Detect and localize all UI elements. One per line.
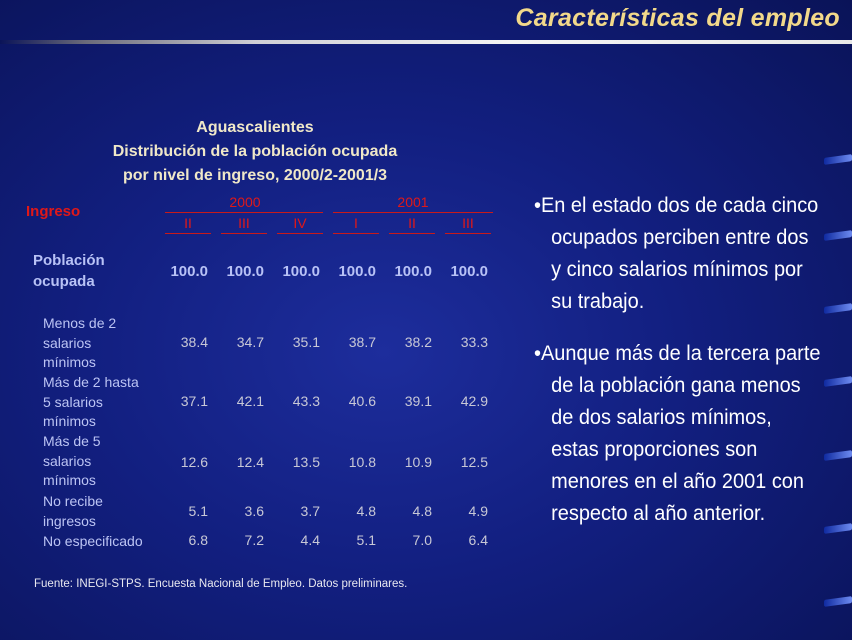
table-cell: 39.1 bbox=[404, 393, 432, 409]
table-cell: 33.3 bbox=[460, 334, 488, 350]
row-label bbox=[43, 532, 143, 552]
table-cell: 7.0 bbox=[412, 532, 432, 548]
table-cell: 37.1 bbox=[180, 393, 208, 409]
bullet-text: Aunque más de la tercera parte de la población gana menos de dos salarios mínimos, estas proporciones son menores en el año 2001 con respecto al año anterior. bbox=[540, 342, 821, 525]
bullet-list bbox=[534, 190, 839, 550]
table-cell: 40.6 bbox=[348, 393, 376, 409]
table-cell: 100.0 bbox=[226, 263, 264, 280]
table-cell: 3.7 bbox=[300, 503, 320, 519]
bullet-symbol: • bbox=[534, 342, 541, 365]
table-cell: 35.1 bbox=[292, 334, 320, 350]
poblacion-label-line: ocupada bbox=[33, 273, 95, 290]
ingreso-header: Ingreso bbox=[26, 203, 81, 220]
row-label-line: mínimos bbox=[43, 354, 96, 370]
bullet-symbol: • bbox=[534, 194, 541, 217]
table-heading-subject: Distribución de la población ocupada bbox=[112, 143, 398, 160]
table-cell: 100.0 bbox=[394, 263, 432, 280]
table-cell: 7.2 bbox=[244, 532, 264, 548]
table-cell: 100.0 bbox=[450, 263, 488, 280]
table-cell: 100.0 bbox=[170, 263, 208, 280]
table-cell: 100.0 bbox=[338, 263, 376, 280]
row-label-line: Más de 5 bbox=[43, 433, 101, 449]
table-heading-period: por nivel de ingreso, 2000/2-2001/3 bbox=[122, 167, 388, 184]
bullet-text: En el estado dos de cada cinco ocupados perciben entre dos y cinco salarios mínimos por su trabajo. bbox=[540, 194, 819, 313]
table-cell: 12.6 bbox=[180, 454, 208, 470]
table-cell: 38.2 bbox=[404, 334, 432, 350]
table-cell: 38.7 bbox=[348, 334, 376, 350]
quarter-divider bbox=[165, 233, 211, 234]
row-label-line: salarios bbox=[43, 452, 92, 469]
decorative-stripe bbox=[824, 154, 852, 165]
row-label-line: mínimos bbox=[43, 472, 96, 488]
row-label-line: Más de 2 hasta bbox=[43, 374, 139, 390]
table-cell: 34.7 bbox=[236, 334, 264, 350]
table-heading bbox=[50, 116, 460, 188]
page-title: Características del empleo bbox=[515, 4, 840, 32]
table-cell: 12.5 bbox=[460, 454, 488, 470]
row-label bbox=[43, 373, 139, 432]
quarter-divider bbox=[445, 233, 491, 234]
table-cell: 4.8 bbox=[412, 503, 432, 519]
row-label-line: Menos de 2 bbox=[43, 315, 117, 331]
quarter-header: IV bbox=[293, 215, 307, 231]
row-label bbox=[43, 314, 116, 373]
table-cell: 42.9 bbox=[460, 393, 488, 409]
bullet-item bbox=[534, 190, 824, 318]
year-divider bbox=[165, 212, 323, 213]
table-cell: 42.1 bbox=[236, 393, 264, 409]
quarter-header: III bbox=[238, 215, 250, 231]
table-cell: 5.1 bbox=[356, 532, 376, 548]
table-cell: 12.4 bbox=[236, 454, 264, 470]
year-divider bbox=[333, 212, 493, 213]
title-divider bbox=[0, 40, 852, 44]
quarter-divider bbox=[277, 233, 323, 234]
poblacion-label-line: Población bbox=[33, 252, 105, 269]
table-cell: 100.0 bbox=[282, 263, 320, 280]
table-cell: 38.4 bbox=[180, 334, 208, 350]
quarter-divider bbox=[389, 233, 435, 234]
table-cell: 13.5 bbox=[292, 454, 320, 470]
quarter-divider bbox=[333, 233, 379, 234]
poblacion-label bbox=[33, 250, 105, 292]
quarter-header: II bbox=[408, 215, 416, 231]
quarter-header: I bbox=[354, 215, 358, 231]
row-label-line: No especificado bbox=[43, 533, 143, 549]
table-cell: 4.4 bbox=[300, 532, 320, 548]
table-cell: 6.4 bbox=[468, 532, 488, 548]
row-label bbox=[43, 492, 103, 531]
source-note: Fuente: INEGI-STPS. Encuesta Nacional de Empleo. Datos preliminares. bbox=[34, 578, 408, 590]
table-cell: 43.3 bbox=[292, 393, 320, 409]
table-cell: 6.8 bbox=[188, 532, 208, 548]
table-cell: 4.8 bbox=[356, 503, 376, 519]
decorative-stripe bbox=[824, 596, 852, 607]
table-cell: 3.6 bbox=[244, 503, 264, 519]
row-label bbox=[43, 432, 101, 491]
quarter-header: III bbox=[462, 215, 474, 231]
row-label-line: salarios bbox=[43, 334, 92, 351]
row-label-line: 5 salarios bbox=[43, 393, 103, 410]
table-cell: 10.8 bbox=[348, 454, 376, 470]
quarter-header: II bbox=[184, 215, 192, 231]
row-label-line: ingresos bbox=[43, 512, 96, 529]
bullet-item bbox=[534, 338, 824, 530]
table-cell: 4.9 bbox=[468, 503, 488, 519]
quarter-divider bbox=[221, 233, 267, 234]
table-cell: 5.1 bbox=[188, 503, 208, 519]
row-label-line: mínimos bbox=[43, 413, 96, 429]
table-cell: 10.9 bbox=[404, 454, 432, 470]
year-2000-header: 2000 bbox=[229, 194, 261, 210]
row-label-line: No recibe bbox=[43, 493, 103, 509]
table-heading-state: Aguascalientes bbox=[196, 119, 314, 136]
year-2001-header: 2001 bbox=[397, 194, 429, 210]
